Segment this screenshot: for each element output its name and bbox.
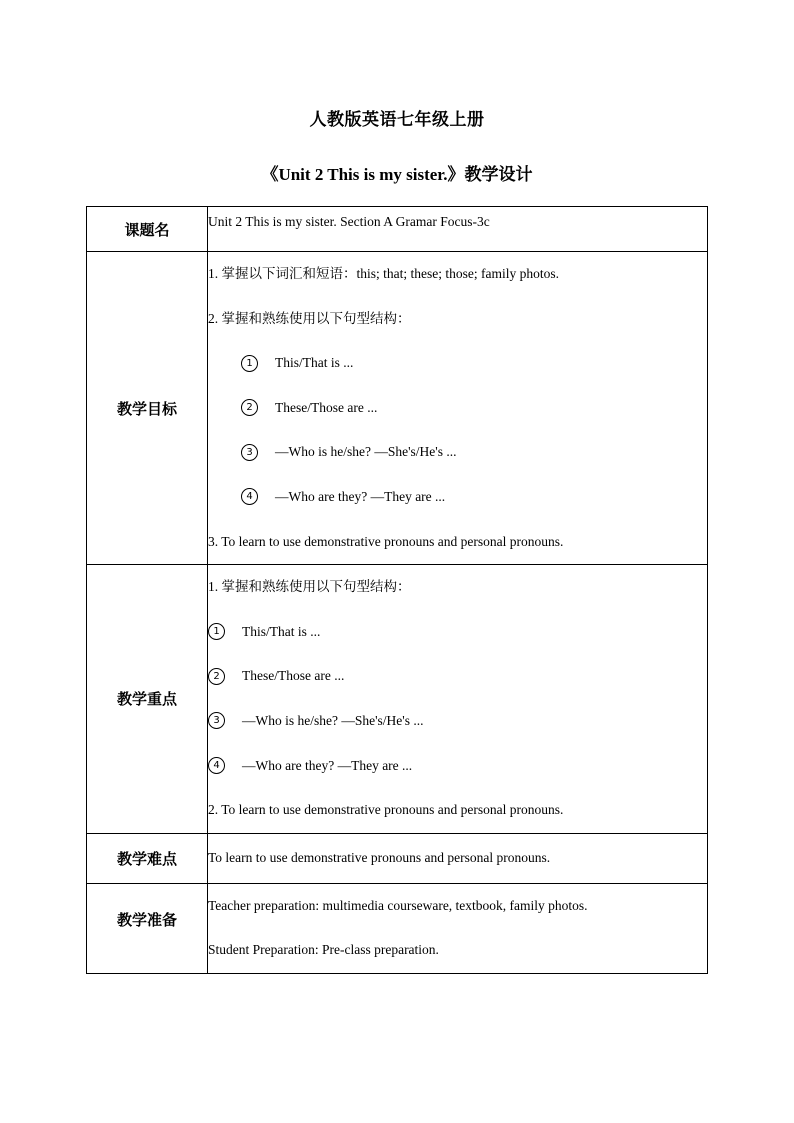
- student-preparation: Student Preparation: Pre-class preparation.: [208, 942, 439, 958]
- row-label-objectives: 教学目标: [87, 252, 208, 565]
- objective-sub-4: [208, 475, 707, 520]
- teacher-preparation: Teacher preparation: multimedia courseware, textbook, family photos.: [208, 897, 588, 913]
- circled-number-icon: 3: [208, 712, 225, 729]
- table-row-topic: [87, 207, 708, 252]
- objective-sub-text: This/That is ...: [275, 355, 354, 371]
- circled-number-icon: 4: [241, 488, 258, 505]
- table-row-difficulties: [87, 833, 708, 883]
- objective-item-1: 1. 掌握以下词汇和短语：this; that; these; those; family photos.: [208, 266, 559, 281]
- key-point-sub-2: [208, 654, 707, 699]
- circled-number-icon: 1: [241, 355, 258, 372]
- key-point-item-1: 1. 掌握和熟练使用以下句型结构：: [208, 579, 411, 595]
- key-point-sub-text: These/Those are ...: [242, 668, 345, 684]
- table-row-objectives: [87, 252, 708, 565]
- objective-sub-3: [208, 430, 707, 475]
- objective-sub-text: —Who is he/she? —She's/He's ...: [275, 444, 457, 460]
- row-label-topic: 课题名: [87, 207, 208, 252]
- key-point-sub-text: This/That is ...: [242, 623, 321, 639]
- table-row-key-points: [87, 565, 708, 834]
- topic-text: [208, 207, 708, 252]
- key-point-sub-4: [208, 744, 707, 789]
- key-point-item-2: 2. To learn to use demonstrative pronouns and personal pronouns.: [208, 802, 564, 818]
- document-title: 人教版英语七年级上册: [309, 110, 485, 129]
- objective-sub-1: [208, 341, 707, 386]
- objective-sub-text: —Who are they? —They are ...: [275, 488, 446, 504]
- lesson-plan-table: [86, 206, 708, 974]
- preparation-content: [208, 883, 708, 973]
- objective-sub-2: [208, 386, 707, 431]
- objective-sub-text: These/Those are ...: [275, 399, 378, 415]
- difficulties-text: To learn to use demonstrative pronouns and personal pronouns.: [208, 833, 708, 883]
- row-label-preparation: 教学准备: [87, 883, 208, 973]
- circled-number-icon: 1: [208, 623, 225, 640]
- key-point-sub-3: [208, 699, 707, 744]
- key-point-sub-text: —Who is he/she? —She's/He's ...: [242, 712, 424, 728]
- row-label-difficulties: 教学难点: [87, 833, 208, 883]
- objective-item-3: 3. To learn to use demonstrative pronouns and personal pronouns.: [208, 533, 564, 549]
- key-point-sub-1: [208, 610, 707, 655]
- table-row-preparation: [87, 883, 708, 973]
- circled-number-icon: 4: [208, 757, 225, 774]
- objective-item-2: 2. 掌握和熟练使用以下句型结构：: [208, 310, 411, 326]
- objectives-content: [208, 252, 708, 565]
- topic-line: Unit 2 This is my sister. Section A Gramar Focus-3c: [208, 214, 490, 229]
- circled-number-icon: 2: [241, 399, 258, 416]
- row-label-key-points: 教学重点: [87, 565, 208, 834]
- key-point-sub-text: —Who are they? —They are ...: [242, 757, 413, 773]
- key-points-content: [208, 565, 708, 834]
- circled-number-icon: 2: [208, 668, 225, 685]
- circled-number-icon: 3: [241, 444, 258, 461]
- document-subtitle: 《Unit 2 This is my sister.》教学设计: [261, 165, 533, 184]
